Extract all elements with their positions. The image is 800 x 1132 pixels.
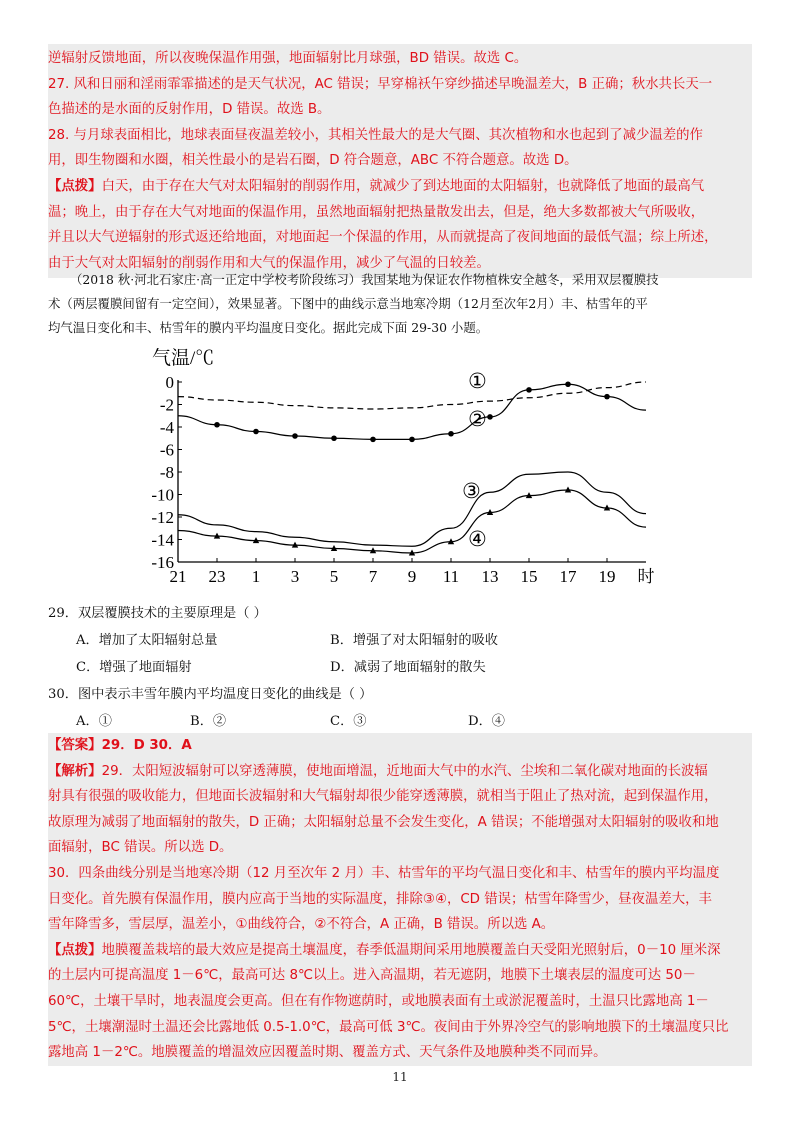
text-line: 60℃，土壤干旱时，地表温度会更高。但在有作物遮荫时，或地膜表面有土或淤泥覆盖时，土温只比露地高 1－	[48, 993, 709, 1009]
tip-tag: 【点拨】	[48, 178, 102, 194]
y-tick-label: -16	[151, 553, 174, 572]
x-tick-label: 9	[407, 567, 417, 586]
text-line: 雪年降雪多，雪层厚，温差小，①曲线符合，②不符合，A 正确，B 错误。所以选 A。	[48, 917, 555, 933]
x-tick-label: 3	[290, 567, 300, 586]
text-line: 温；晚上，由于存在大气对地面的保温作用，虽然地面辐射把热量散发出去，但是，绝大多数都被大气所吸收，	[48, 204, 705, 220]
question-29-option-d: D．减弱了地面辐射的散失	[330, 660, 486, 675]
text-line: 白天，由于存在大气对太阳辐射的削弱作用，就减少了到达地面的太阳辐射，也就降低了地面的最高气	[101, 178, 705, 194]
series-label: ④	[468, 527, 487, 551]
data-point	[565, 381, 571, 387]
text-line: 的土层内可提高温度 1－6℃，最高可达 8℃以上。进入高温期，若无遮阴，地膜下土壤表层的温度可达 50－	[48, 968, 696, 984]
answer-block-26-28	[48, 44, 752, 278]
text-line: 由于大气对太阳辐射的削弱作用和大气的保温作用，减少了气温的日较差。	[48, 255, 490, 271]
x-tick-label: 19	[598, 567, 616, 586]
x-tick-label: 13	[481, 567, 499, 586]
text-line: 逆辐射反馈地面，所以夜晚保温作用强，地面辐射比月球强，BD 错误。故选 C。	[48, 51, 528, 66]
x-tick-label: 7	[368, 567, 378, 586]
data-point	[331, 435, 337, 441]
y-tick-label: -10	[151, 485, 174, 505]
series-line	[178, 382, 646, 409]
question-30-option-d: D．④	[468, 714, 505, 729]
analysis-line	[48, 759, 752, 785]
tip-tag: 【点拨】	[48, 942, 102, 958]
x-axis-unit-label: 时	[637, 567, 655, 586]
answer-tag: 【答案】	[48, 738, 102, 753]
text-line: （2018 秋·河北石家庄·高一正定中学校考阶段练习）我国某地为保证农作物植株安全越冬，采用双层覆膜技	[70, 272, 659, 287]
x-tick-label: 5	[329, 567, 339, 586]
text-line: 露地高 1－2℃。地膜覆盖的增温效应因覆盖时期、覆盖方式、天气条件及地膜种类不同而异。	[48, 1045, 607, 1061]
question-intro	[48, 268, 752, 340]
data-point	[214, 422, 220, 428]
text-line: 故原理为减弱了地面辐射的散失，D 正确；太阳辐射总量不会发生变化，A 错误；不能增强对太阳辐射的吸收和地	[48, 814, 719, 830]
y-tick-label: -4	[159, 418, 174, 437]
y-tick-label: -12	[151, 508, 174, 527]
question-30-stem: 30．图中表示丰雪年膜内平均温度日变化的曲线是（ ）	[48, 687, 373, 702]
text-line: 地膜覆盖栽培的最大效应是提高土壤温度，春季低温期间采用地膜覆盖白天受阳光照射后，0－10 厘米深	[101, 942, 721, 958]
answer-line	[48, 733, 752, 759]
text-line: 30．四条曲线分别是当地寒冷期（12 月至次年 2 月）丰、枯雪年的平均气温日变化和丰、枯雪年的膜内平均温度	[48, 865, 720, 881]
data-point	[370, 437, 376, 443]
data-point	[409, 437, 415, 443]
y-axis-label: 气温/℃	[152, 348, 215, 369]
text-line: 均气温日变化和丰、枯雪年的膜内平均温度日变化。据此完成下面 29-30 小题。	[48, 320, 489, 335]
text-line: 日变化。首先膜有保温作用，膜内应高于当地的实际温度，排除③④，CD 错误；枯雪年降雪少，昼夜温差大，丰	[48, 891, 712, 907]
y-tick-label: 0	[165, 373, 174, 392]
x-tick-label: 17	[559, 567, 577, 586]
text-line: 色描述的是水面的反射作用，D 错误。故选 B。	[48, 102, 331, 118]
data-point	[448, 431, 454, 437]
text-line: 27. 风和日丽和淫雨霏霏描述的是天气状况，AC 错误；早穿棉袄午穿纱描述早晚温差大，B 正确；秋水共长天一	[48, 76, 713, 92]
text-line: 28. 与月球表面相比，地球表面昼夜温差较小，其相关性最大的是大气圈、其次植物和水也起到了减少温差的作	[48, 127, 703, 143]
series-line	[178, 490, 646, 553]
y-tick-label: -2	[159, 395, 174, 415]
x-tick-label: 23	[208, 567, 226, 586]
series-label: ③	[462, 479, 481, 503]
data-point	[487, 414, 493, 420]
tip-line	[48, 938, 752, 964]
temperature-chart	[150, 340, 670, 590]
page-number: 11	[392, 1070, 408, 1084]
series-label: ①	[468, 369, 487, 393]
series-line	[178, 472, 646, 546]
question-29-option-c: C．增强了地面辐射	[76, 660, 192, 675]
question-29-stem: 29．双层覆膜技术的主要原理是（ ）	[48, 606, 267, 621]
text-line: 术（两层覆膜间留有一定空间），效果显著。下图中的曲线示意当地寒冷期（12月至次年2月）丰、枯雪年的平	[48, 296, 648, 311]
question-30-option-c: C．③	[330, 714, 367, 729]
y-tick-label: -6	[159, 440, 174, 460]
text-line: 29．太阳短波辐射可以穿透薄膜，使地面增温，近地面大气中的水汽、尘埃和二氧化碳对地面的长波辐	[101, 763, 708, 779]
analysis-tag: 【解析】	[48, 763, 102, 779]
text-line: 并且以大气逆辐射的形式返还给地面，对地面起一个保温的作用，从而就提高了夜间地面的最低气温；综上所述，	[48, 230, 718, 246]
data-point	[253, 429, 259, 435]
series-label: ②	[468, 407, 487, 431]
tip-line	[48, 174, 752, 200]
x-tick-label: 15	[520, 567, 538, 586]
text-line: 用，即生物圈和水圈，相关性最小的是岩石圈，D 符合题意，ABC 不符合题意。故选 D。	[48, 153, 578, 169]
answer-text: 29．D 30．A	[101, 738, 192, 753]
question-30-option-b: B．②	[190, 714, 227, 729]
answer-block-29-30	[48, 733, 752, 1066]
question-29-option-b: B．增强了对太阳辐射的吸收	[330, 633, 498, 648]
y-tick-label: -8	[159, 463, 174, 482]
question-30-option-a: A．①	[76, 714, 112, 729]
data-point	[526, 387, 532, 393]
question-29-option-a: A．增加了太阳辐射总量	[76, 633, 218, 648]
data-point	[292, 433, 298, 439]
series-line	[178, 384, 646, 439]
data-point	[604, 394, 610, 400]
x-tick-label: 21	[169, 567, 187, 586]
text-line: 射具有很强的吸收能力，但地面长波辐射和大气辐射却很少能穿透薄膜，就相当于阻止了热对流，起到保温作用，	[48, 789, 718, 805]
text-line: 5℃，土壤潮湿时土温还会比露地低 0.5-1.0℃，最高可低 3℃。夜间由于外界冷空气的影响地膜下的土壤温度只比	[48, 1019, 729, 1035]
x-tick-label: 1	[251, 567, 261, 586]
y-tick-label: -14	[151, 530, 174, 550]
text-line: 面辐射，BC 错误。所以选 D。	[48, 840, 233, 856]
x-tick-label: 11	[442, 567, 460, 586]
